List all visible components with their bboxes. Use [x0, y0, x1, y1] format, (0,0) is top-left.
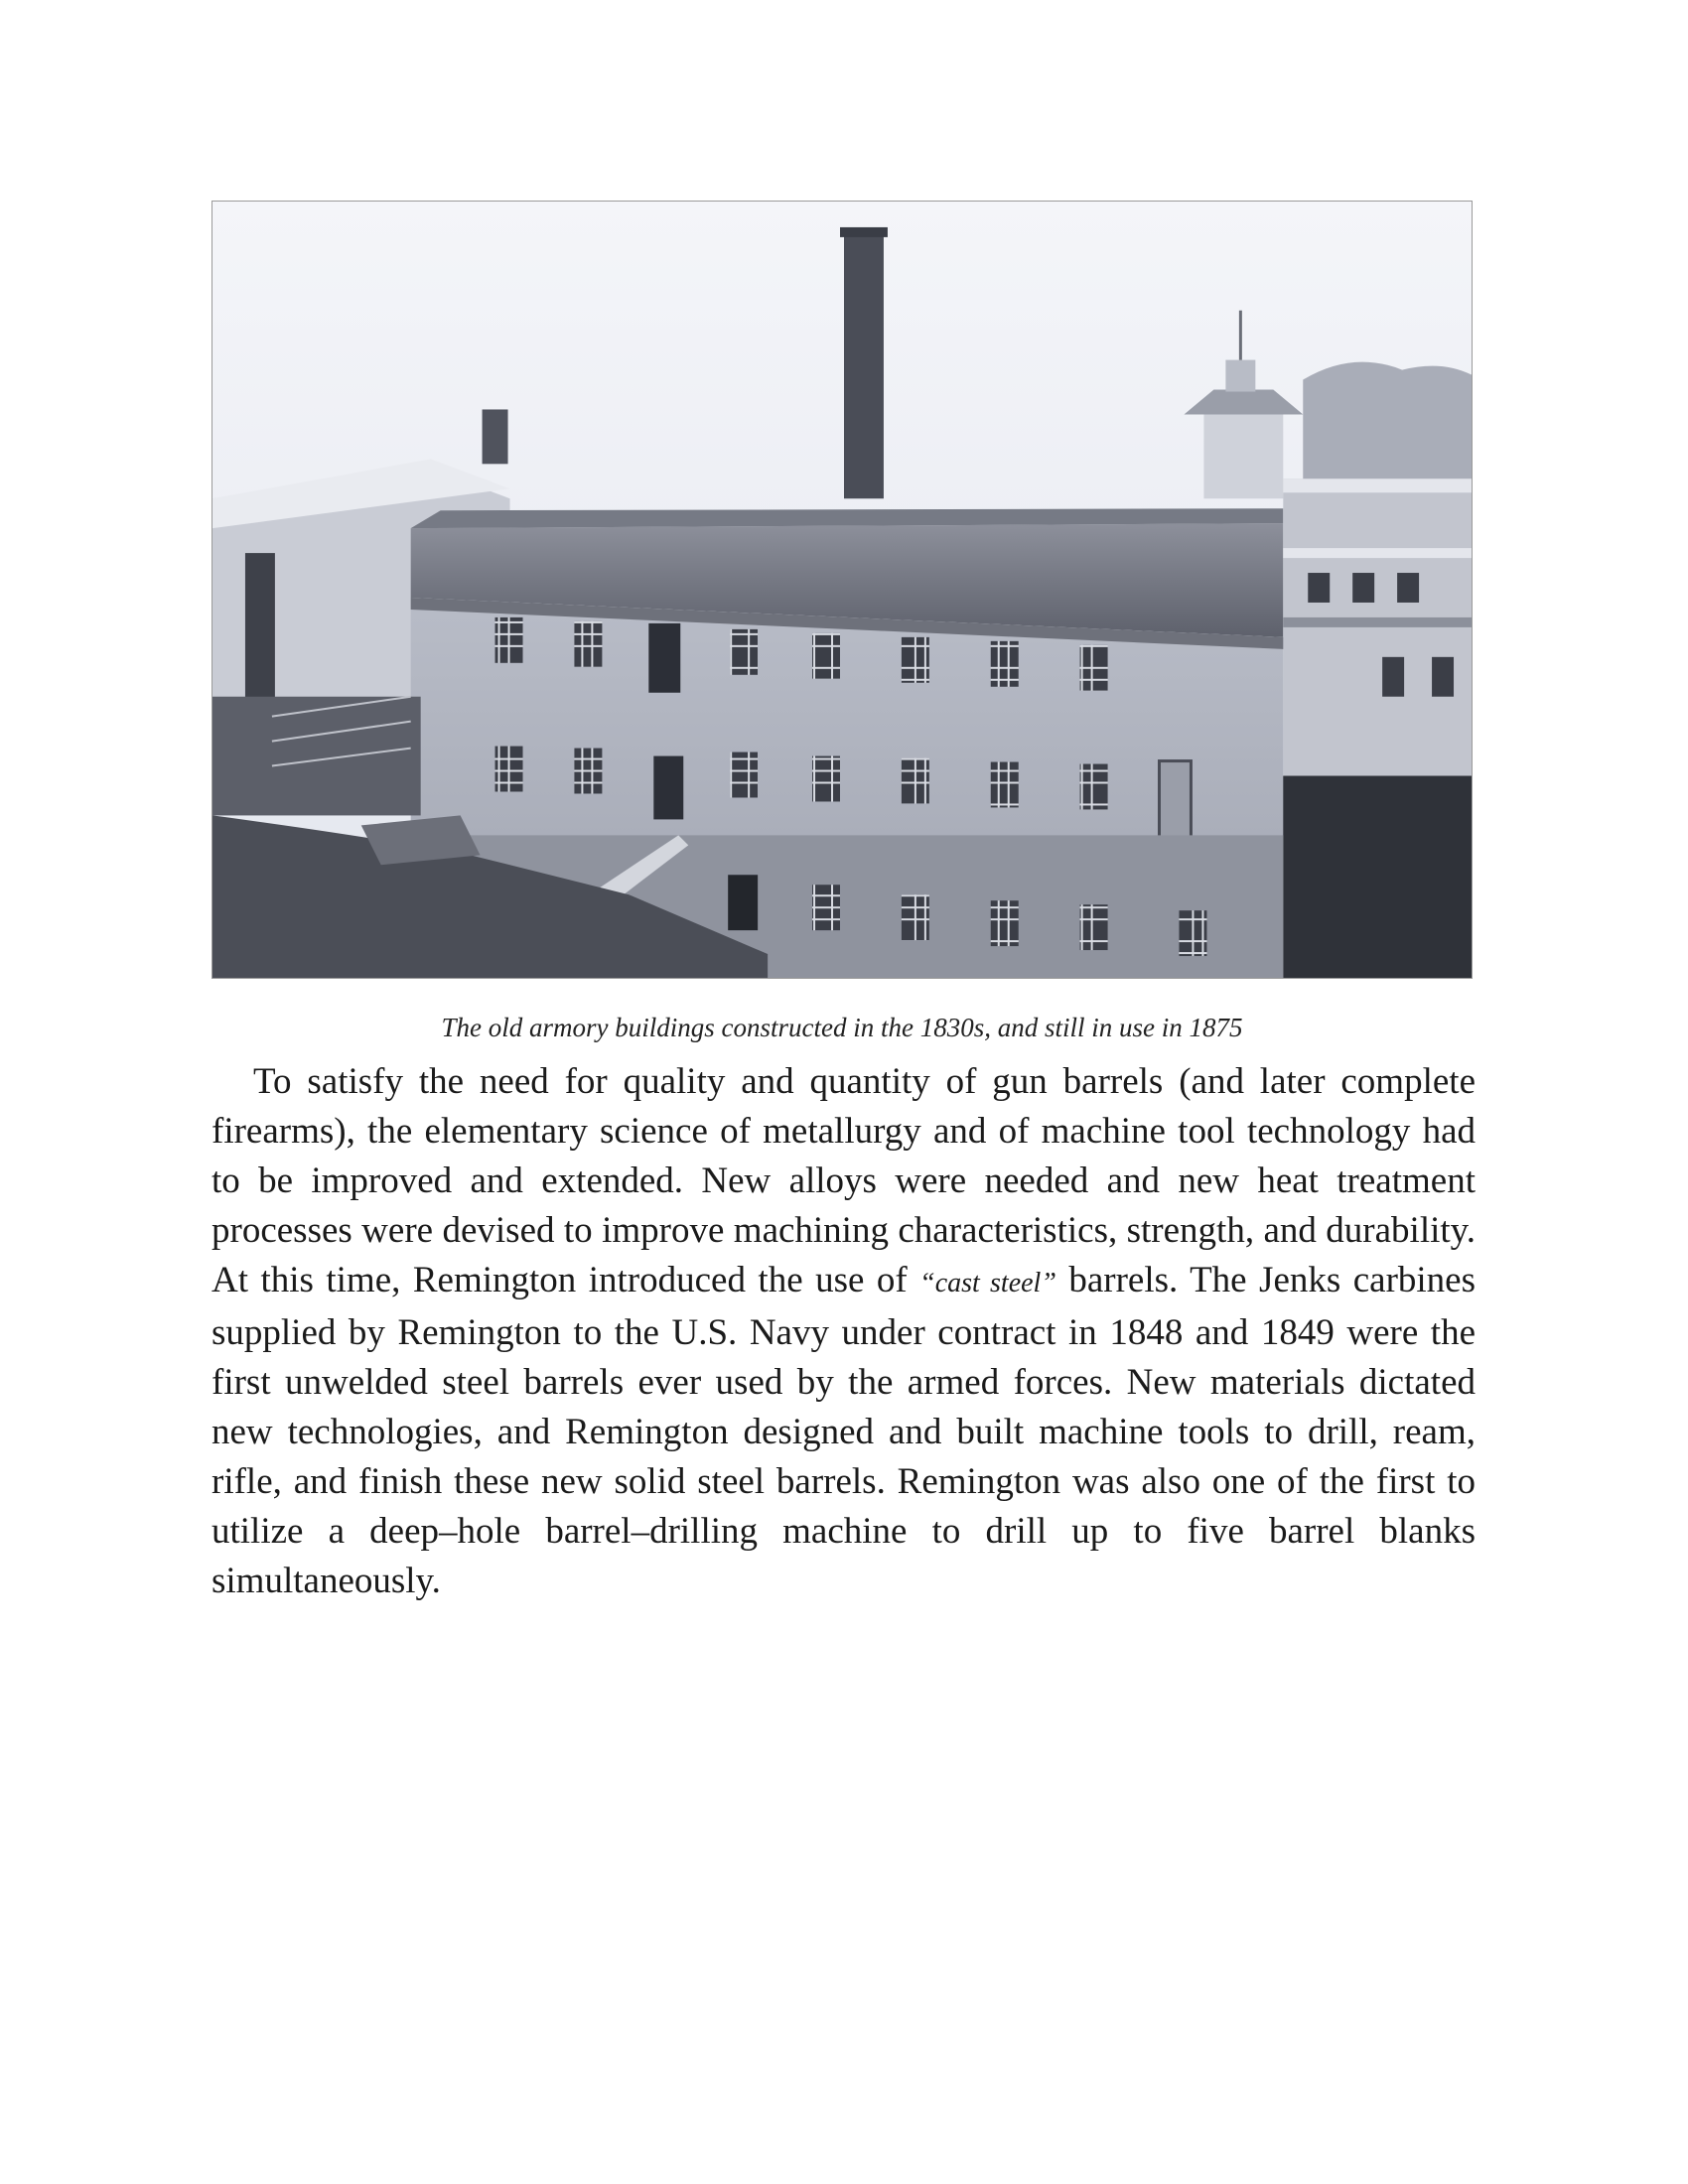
cast-steel-quote: “cast steel”	[919, 1268, 1056, 1298]
photo-caption: The old armory buildings constructed in the 1830s, and still in use in 1875	[441, 1013, 1243, 1042]
armory-photo-drawing	[212, 202, 1472, 978]
paragraph-text-part-1: To satisfy the need for quality and quantity of gun barrels (and later complete firearms), the elementary science of metallurgy and of machine tool technology had to be improved and extended. New alloys were needed and new heat treatment processes were devised to improve machining characteristics, strength, and durability. At this time, Remington introduced the use of	[211, 1061, 1476, 1300]
paragraph-text-part-2: barrels. The Jenks carbines supplied by Remington to the U.S. Navy under contract in 1848 and 1849 were the first unwelded steel barrels ever used by the armed forces. New materials dictated new technologies, and Remington designed and built machine tools to drill, ream, rifle, and finish these new solid steel barrels. Remington was also one of the first to utilize a deep–hole barrel–drilling machine to drill up to five barrel blanks simultaneously.	[211, 1260, 1476, 1601]
body-paragraph	[211, 1057, 1476, 1606]
armory-photograph	[211, 201, 1473, 979]
